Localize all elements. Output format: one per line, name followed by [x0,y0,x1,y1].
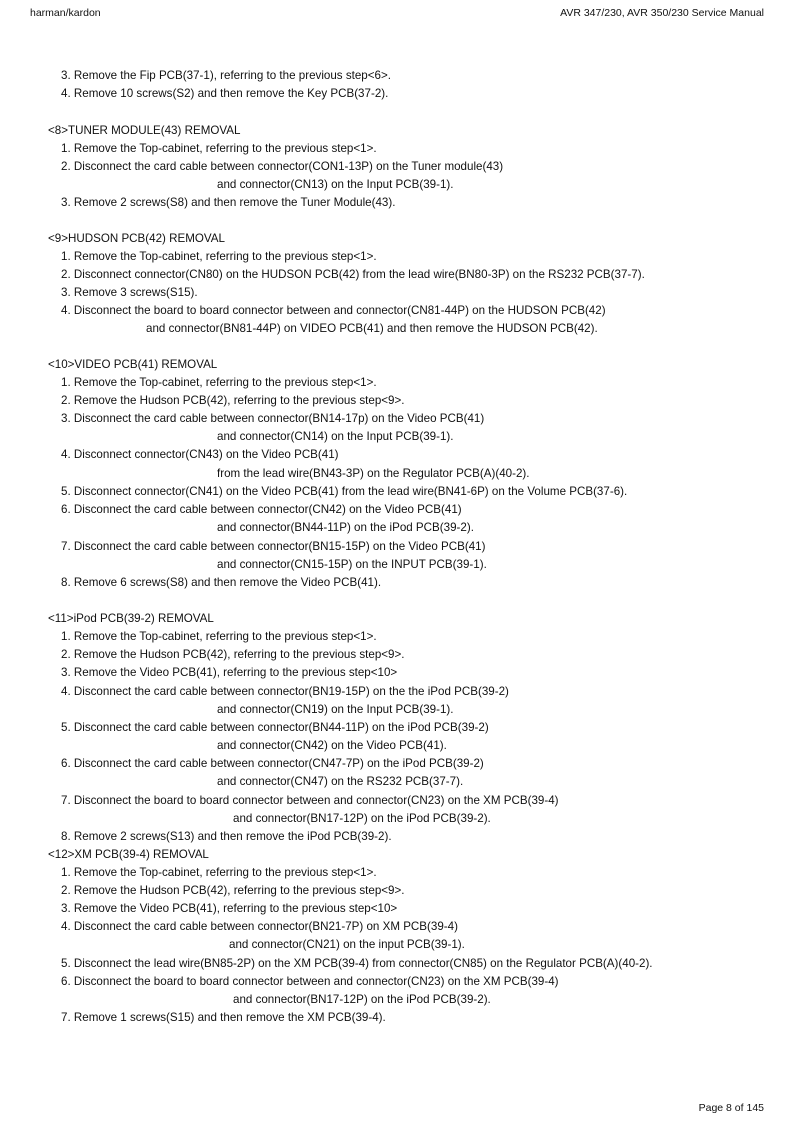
page-number: Page 8 of 145 [698,1102,764,1114]
step-line: 1. Remove the Top-cabinet, referring to the previous step<1>. [61,376,377,389]
section-heading: <8>TUNER MODULE(43) REMOVAL [48,124,241,137]
step-continuation: and connector(BN17-12P) on the iPod PCB(39-2). [233,812,491,825]
step-line: 3. Remove the Fip PCB(37-1), referring to the previous step<6>. [61,69,391,82]
step-line: 3. Remove the Video PCB(41), referring to the previous step<10> [61,666,398,679]
header-title: AVR 347/230, AVR 350/230 Service Manual [560,7,764,19]
step-line: 3. Remove 2 screws(S8) and then remove the Tuner Module(43). [61,196,396,209]
header-brand: harman/kardon [30,7,101,19]
step-line: 3. Disconnect the card cable between connector(BN14-17p) on the Video PCB(41) [61,412,485,425]
step-line: 7. Disconnect the board to board connector between and connector(CN23) on the XM PCB(39-4) [61,794,559,807]
step-continuation: and connector(BN17-12P) on the iPod PCB(39-2). [233,993,491,1006]
step-continuation: and connector(CN42) on the Video PCB(41). [217,739,447,752]
step-line: 7. Remove 1 screws(S15) and then remove the XM PCB(39-4). [61,1011,386,1024]
step-line: 4. Disconnect the card cable between connector(BN21-7P) on XM PCB(39-4) [61,920,458,933]
step-line: 5. Disconnect the lead wire(BN85-2P) on the XM PCB(39-4) from connector(CN85) on the Regulator PCB(A)(40-2). [61,957,653,970]
step-line: 1. Remove the Top-cabinet, referring to the previous step<1>. [61,630,377,643]
step-line: 4. Remove 10 screws(S2) and then remove the Key PCB(37-2). [61,87,389,100]
section-heading: <10>VIDEO PCB(41) REMOVAL [48,358,218,371]
step-continuation: and connector(CN19) on the Input PCB(39-1). [217,703,454,716]
step-line: 6. Disconnect the card cable between connector(CN42) on the Video PCB(41) [61,503,462,516]
step-line: 3. Remove the Video PCB(41), referring to the previous step<10> [61,902,398,915]
section-heading: <11>iPod PCB(39-2) REMOVAL [48,612,214,625]
step-line: 2. Remove the Hudson PCB(42), referring to the previous step<9>. [61,648,405,661]
section-heading: <9>HUDSON PCB(42) REMOVAL [48,232,225,245]
step-line: 4. Disconnect connector(CN43) on the Video PCB(41) [61,448,339,461]
step-line: 6. Disconnect the board to board connector between and connector(CN23) on the XM PCB(39-4) [61,975,559,988]
step-line: 5. Disconnect the card cable between connector(BN44-11P) on the iPod PCB(39-2) [61,721,489,734]
step-line: 4. Disconnect the board to board connector between and connector(CN81-44P) on the HUDSON PCB(42) [61,304,606,317]
step-line: 4. Disconnect the card cable between connector(BN19-15P) on the the iPod PCB(39-2) [61,685,509,698]
step-continuation: and connector(CN15-15P) on the INPUT PCB(39-1). [217,558,487,571]
step-line: 5. Disconnect connector(CN41) on the Video PCB(41) from the lead wire(BN41-6P) on the Volume PCB(37-6). [61,485,628,498]
step-continuation: and connector(BN81-44P) on VIDEO PCB(41) and then remove the HUDSON PCB(42). [146,322,598,335]
step-line: 8. Remove 2 screws(S13) and then remove the iPod PCB(39-2). [61,830,392,843]
step-line: 1. Remove the Top-cabinet, referring to the previous step<1>. [61,250,377,263]
step-line: 1. Remove the Top-cabinet, referring to the previous step<1>. [61,142,377,155]
step-line: 6. Disconnect the card cable between connector(CN47-7P) on the iPod PCB(39-2) [61,757,484,770]
step-continuation: and connector(CN13) on the Input PCB(39-1). [217,178,454,191]
step-continuation: from the lead wire(BN43-3P) on the Regulator PCB(A)(40-2). [217,467,530,480]
section-heading: <12>XM PCB(39-4) REMOVAL [48,848,209,861]
step-continuation: and connector(BN44-11P) on the iPod PCB(39-2). [217,521,474,534]
step-line: 3. Remove 3 screws(S15). [61,286,198,299]
step-continuation: and connector(CN21) on the input PCB(39-1). [229,938,465,951]
step-line: 2. Disconnect the card cable between connector(CON1-13P) on the Tuner module(43) [61,160,504,173]
step-line: 2. Remove the Hudson PCB(42), referring to the previous step<9>. [61,394,405,407]
step-line: 2. Disconnect connector(CN80) on the HUDSON PCB(42) from the lead wire(BN80-3P) on the RS232 PCB(37-7). [61,268,645,281]
step-line: 2. Remove the Hudson PCB(42), referring to the previous step<9>. [61,884,405,897]
step-continuation: and connector(CN47) on the RS232 PCB(37-7). [217,775,464,788]
step-line: 7. Disconnect the card cable between connector(BN15-15P) on the Video PCB(41) [61,540,486,553]
step-line: 1. Remove the Top-cabinet, referring to the previous step<1>. [61,866,377,879]
step-line: 8. Remove 6 screws(S8) and then remove the Video PCB(41). [61,576,382,589]
step-continuation: and connector(CN14) on the Input PCB(39-1). [217,430,454,443]
